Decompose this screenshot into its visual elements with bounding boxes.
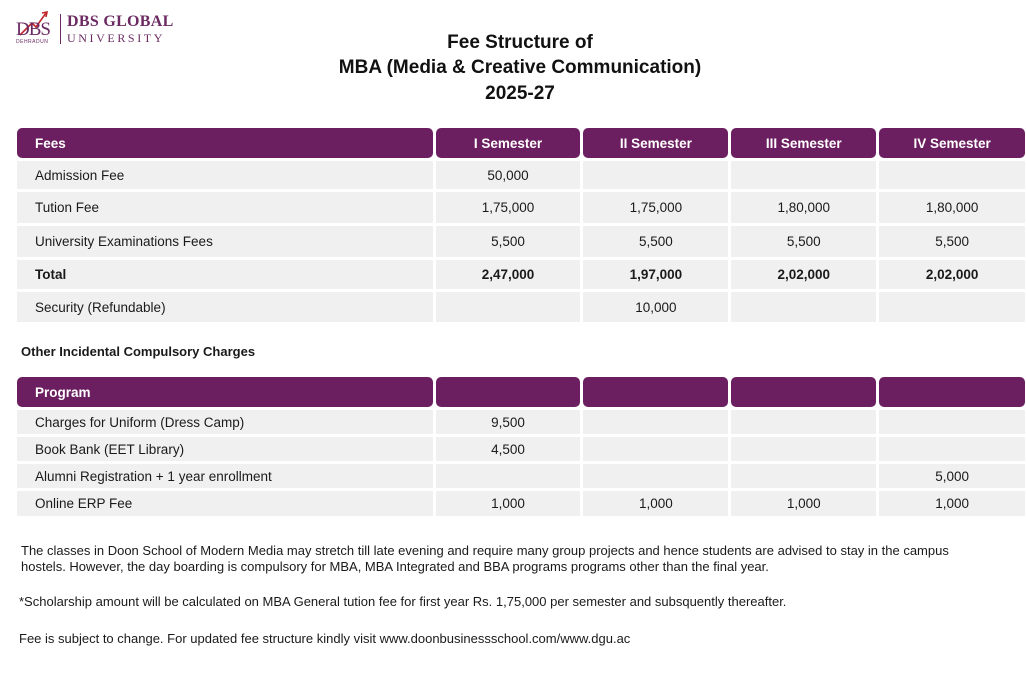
row-value [731, 292, 876, 322]
row-label: Total [17, 260, 433, 289]
fees-table [17, 128, 1025, 322]
row-value [436, 464, 581, 488]
fees-table-header [17, 128, 1025, 158]
page-title-line2: MBA (Media & Creative Communication) [338, 57, 702, 78]
header-cell-sem1: I Semester [436, 128, 581, 158]
row-label: Online ERP Fee [17, 491, 433, 516]
program-table-header [17, 377, 1025, 407]
header-cell-fees: Fees [17, 128, 433, 158]
header-cell-empty [436, 377, 581, 407]
header-cell-empty [879, 377, 1025, 407]
row-value [879, 161, 1025, 189]
row-value [731, 161, 876, 189]
program-table [17, 377, 1025, 516]
table-row [17, 292, 1025, 322]
other-charges-heading: Other Incidental Compulsory Charges [21, 344, 256, 359]
row-value: 5,500 [879, 226, 1025, 257]
scholarship-note: *Scholarship amount will be calculated on MBA General tution fee for first year Rs. 1,75,000 per semester and subsquently thereafter. [19, 594, 787, 609]
row-value [583, 410, 728, 434]
row-value: 1,80,000 [731, 192, 876, 223]
row-value: 50,000 [436, 161, 581, 189]
row-value [731, 437, 876, 461]
row-label: Security (Refundable) [17, 292, 433, 322]
row-value: 5,500 [436, 226, 581, 257]
table-row [17, 161, 1025, 189]
row-label: Book Bank (EET Library) [17, 437, 433, 461]
row-value [583, 437, 728, 461]
header-cell-empty [731, 377, 876, 407]
row-label: Tution Fee [17, 192, 433, 223]
row-label: Charges for Uniform (Dress Camp) [17, 410, 433, 434]
table-row [17, 491, 1025, 516]
row-value [731, 464, 876, 488]
row-label: University Examinations Fees [17, 226, 433, 257]
row-value: 1,000 [731, 491, 876, 516]
row-value: 1,80,000 [879, 192, 1025, 223]
table-row [17, 192, 1025, 223]
row-value: 10,000 [583, 292, 728, 322]
logo-line1: DBS GLOBAL [67, 13, 174, 30]
row-label: Admission Fee [17, 161, 433, 189]
row-value [879, 410, 1025, 434]
row-label: Alumni Registration + 1 year enrollment [17, 464, 433, 488]
header-cell-empty [583, 377, 728, 407]
row-value: 2,02,000 [731, 260, 876, 289]
row-value [583, 161, 728, 189]
logo-mark-text: DBS [16, 19, 50, 40]
page-title-line3: 2025-27 [485, 83, 555, 104]
page-title-line1: Fee Structure of [447, 32, 593, 53]
logo-line2: UNIVERSITY [67, 31, 165, 45]
total-row [17, 260, 1025, 289]
table-row [17, 464, 1025, 488]
row-value [583, 464, 728, 488]
row-value: 5,000 [879, 464, 1025, 488]
row-value [436, 292, 581, 322]
header-cell-sem4: IV Semester [879, 128, 1025, 158]
fee-change-note: Fee is subject to change. For updated fee structure kindly visit www.doonbusinessschool.com/www.dgu.ac [19, 631, 631, 646]
row-value: 2,47,000 [436, 260, 581, 289]
table-row [17, 410, 1025, 434]
row-value: 5,500 [583, 226, 728, 257]
header-cell-program: Program [17, 377, 433, 407]
header-cell-sem3: III Semester [731, 128, 876, 158]
row-value: 1,000 [879, 491, 1025, 516]
row-value: 5,500 [731, 226, 876, 257]
row-value [731, 410, 876, 434]
hostel-note: The classes in Doon School of Modern Media may stretch till late evening and require many group projects and hence students are advised to stay in the campus hostels. However, the day boarding is compulsory for MBA, MBA Integrated and BBA programs programs other than the final year. [21, 543, 949, 574]
row-value [879, 437, 1025, 461]
row-value: 1,75,000 [436, 192, 581, 223]
header-cell-sem2: II Semester [583, 128, 728, 158]
row-value: 2,02,000 [879, 260, 1025, 289]
row-value: 4,500 [436, 437, 581, 461]
row-value [879, 292, 1025, 322]
row-value: 1,000 [436, 491, 581, 516]
row-value: 9,500 [436, 410, 581, 434]
table-row [17, 226, 1025, 257]
row-value: 1,75,000 [583, 192, 728, 223]
row-value: 1,97,000 [583, 260, 728, 289]
table-row [17, 437, 1025, 461]
row-value: 1,000 [583, 491, 728, 516]
logo-mark-subtext: DEHRADUN [16, 39, 49, 45]
